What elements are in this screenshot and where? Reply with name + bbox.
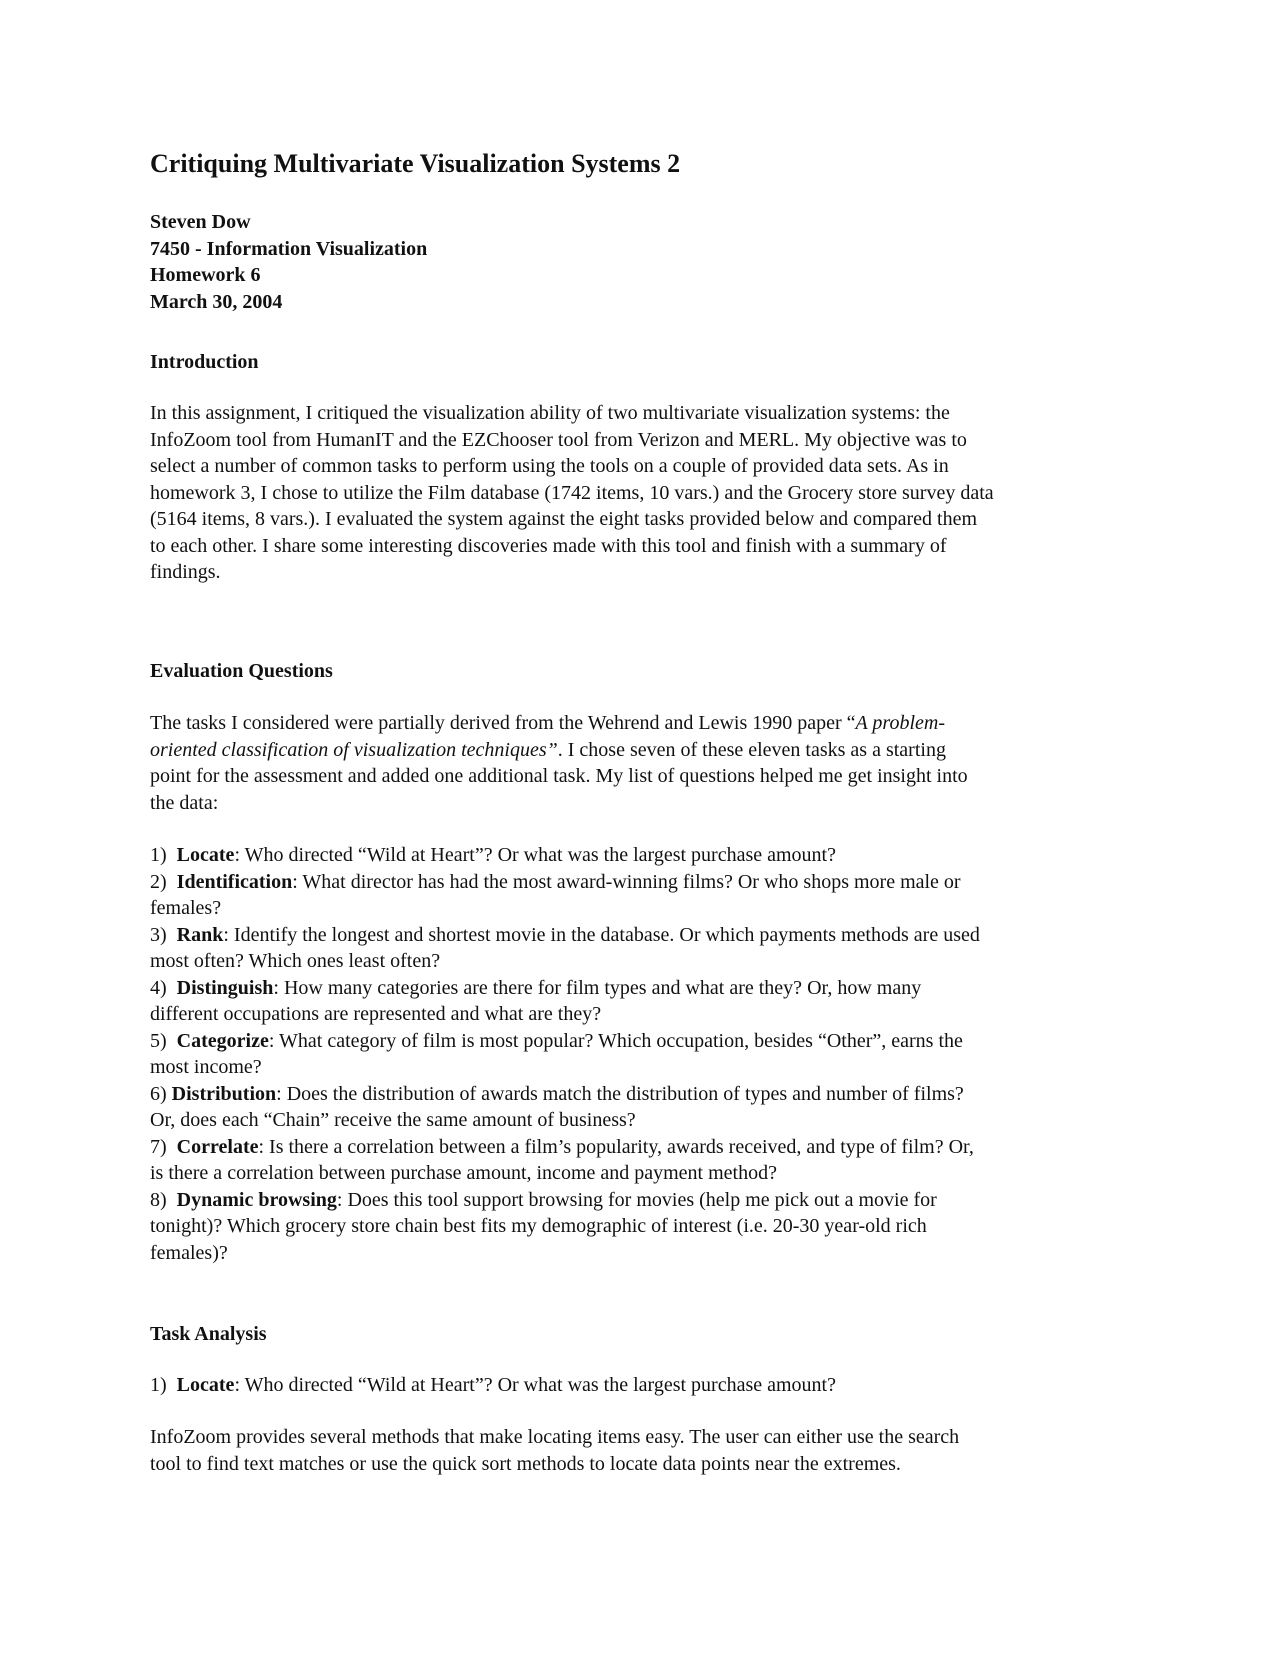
paragraph-line bbox=[150, 710, 1125, 737]
task-analysis-question bbox=[150, 1372, 1125, 1399]
author-block bbox=[150, 209, 427, 315]
paragraph-text: The tasks I considered were partially derived from the Wehrend and Lewis 1990 paper “ bbox=[150, 712, 856, 734]
evaluation-heading: Evaluation Questions bbox=[150, 660, 333, 682]
question-term: Dynamic browsing bbox=[176, 1188, 337, 1211]
paragraph-line: homework 3, I chose to utilize the Film database (1742 items, 10 vars.) and the Grocery store survey data bbox=[150, 481, 994, 504]
question-number: 7) bbox=[150, 1135, 177, 1158]
list-item bbox=[150, 869, 1125, 922]
paragraph-text: . I chose seven of these eleven tasks as a starting bbox=[557, 738, 946, 761]
paragraph-line: point for the assessment and added one additional task. My list of questions helped me get insight into bbox=[150, 765, 968, 787]
question-text: different occupations are represented and what are they? bbox=[150, 1003, 602, 1025]
question-term: Distribution bbox=[171, 1082, 277, 1105]
question-number: 6) bbox=[150, 1082, 172, 1105]
question-term: Categorize bbox=[176, 1029, 269, 1052]
course-name: 7450 - Information Visualization bbox=[150, 237, 428, 260]
question-text: : What director has had the most award-winning films? Or who shops more male or bbox=[292, 870, 961, 893]
question-text: : Is there a correlation between a film’s popularity, awards received, and type of film? Or, bbox=[258, 1135, 974, 1158]
question-text: is there a correlation between purchase amount, income and payment method? bbox=[150, 1162, 777, 1184]
question-text: females)? bbox=[150, 1241, 228, 1264]
paper-title-text: A problem- bbox=[855, 712, 945, 734]
paragraph-line: the data: bbox=[150, 791, 219, 814]
question-text: : Who directed “Wild at Heart”? Or what was the largest purchase amount? bbox=[234, 844, 836, 866]
question-text: : What category of film is most popular? Which occupation, besides “Other”, earns the bbox=[268, 1029, 963, 1052]
question-text: : How many categories are there for film types and what are they? Or, how many bbox=[273, 976, 922, 999]
question-number: 3) bbox=[150, 923, 177, 946]
question-text: : Who directed “Wild at Heart”? Or what was the largest purchase amount? bbox=[234, 1374, 836, 1396]
paragraph-line: tool to find text matches or use the quick sort methods to locate data points near the extremes. bbox=[150, 1452, 901, 1475]
question-text: tonight)? Which grocery store chain best fits my demographic of interest (i.e. 20-30 year-old rich bbox=[150, 1215, 927, 1237]
question-text: : Does this tool support browsing for movies (help me pick out a movie for bbox=[336, 1188, 937, 1211]
paragraph-line: select a number of common tasks to perform using the tools on a couple of provided data sets. As in bbox=[150, 455, 949, 477]
document-date: March 30, 2004 bbox=[150, 290, 283, 313]
paragraph-line: (5164 items, 8 vars.). I evaluated the system against the eight tasks provided below and compared them bbox=[150, 508, 978, 530]
question-text: : Does the distribution of awards match the distribution of types and number of films? bbox=[276, 1082, 964, 1105]
question-text: Or, does each “Chain” receive the same amount of business? bbox=[150, 1109, 636, 1131]
evaluation-questions-list bbox=[150, 842, 1125, 1266]
question-term: Locate bbox=[176, 1374, 235, 1396]
paragraph-line: InfoZoom tool from HumanIT and the EZChooser tool from Verizon and MERL. My objective was to bbox=[150, 428, 967, 451]
introduction-paragraph bbox=[150, 400, 1125, 586]
question-number: 5) bbox=[150, 1029, 177, 1052]
list-item bbox=[150, 922, 1125, 975]
question-text: females? bbox=[150, 897, 222, 919]
list-item bbox=[150, 975, 1125, 1028]
question-term: Correlate bbox=[176, 1135, 259, 1158]
question-number: 4) bbox=[150, 976, 177, 999]
list-item bbox=[150, 842, 1125, 869]
document-page bbox=[150, 0, 1125, 1656]
question-text: most income? bbox=[150, 1056, 262, 1078]
question-number: 1) bbox=[150, 1374, 177, 1396]
assignment-name: Homework 6 bbox=[150, 264, 261, 286]
list-item bbox=[150, 1134, 1125, 1187]
introduction-heading: Introduction bbox=[150, 351, 259, 373]
list-item bbox=[150, 1081, 1125, 1134]
document-title: Critiquing Multivariate Visualization Systems 2 bbox=[150, 149, 681, 178]
question-term: Identification bbox=[176, 870, 293, 893]
question-number: 8) bbox=[150, 1188, 177, 1211]
list-item bbox=[150, 1028, 1125, 1081]
task-analysis-heading: Task Analysis bbox=[150, 1323, 267, 1345]
paragraph-line bbox=[150, 737, 1125, 764]
question-term: Distinguish bbox=[176, 976, 274, 999]
paragraph-line: findings. bbox=[150, 561, 221, 583]
paper-title-text: oriented classification of visualization techniques” bbox=[150, 738, 558, 761]
question-text: most often? Which ones least often? bbox=[150, 950, 441, 972]
question-number: 1) bbox=[150, 844, 177, 866]
evaluation-paragraph bbox=[150, 710, 1125, 816]
task-analysis-paragraph bbox=[150, 1424, 1125, 1477]
list-item bbox=[150, 1187, 1125, 1267]
paragraph-line: to each other. I share some interesting discoveries made with this tool and finish with a summary of bbox=[150, 534, 947, 557]
question-number: 2) bbox=[150, 870, 177, 893]
question-term: Rank bbox=[176, 923, 224, 946]
question-text: : Identify the longest and shortest movie in the database. Or which payments methods are used bbox=[223, 923, 980, 946]
question-term: Locate bbox=[176, 844, 235, 866]
paragraph-line: InfoZoom provides several methods that make locating items easy. The user can either use the search bbox=[150, 1426, 960, 1448]
paragraph-line: In this assignment, I critiqued the visualization ability of two multivariate visualization systems: the bbox=[150, 402, 950, 424]
author-name: Steven Dow bbox=[150, 211, 251, 233]
